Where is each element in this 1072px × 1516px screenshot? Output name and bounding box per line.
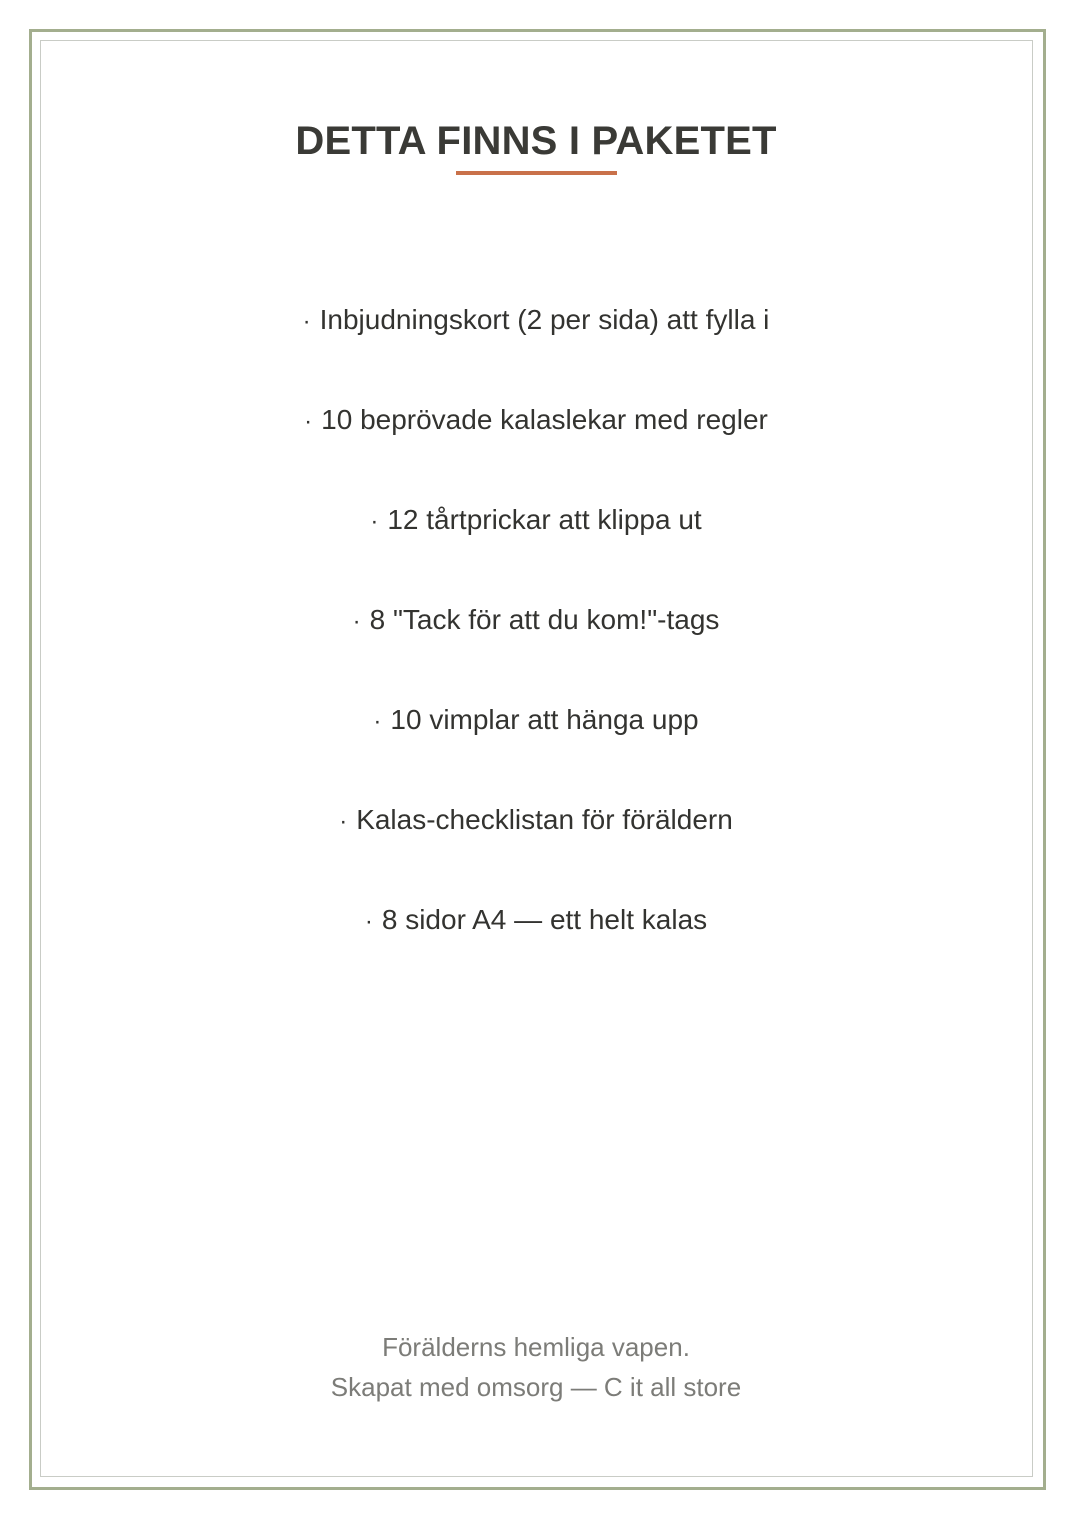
- list-item-text: 12 tårtprickar att klippa ut: [387, 504, 702, 535]
- bullet-icon: ·: [370, 508, 379, 535]
- bullet-icon: ·: [302, 308, 311, 335]
- bullet-icon: ·: [373, 708, 382, 735]
- bullet-icon: ·: [352, 608, 361, 635]
- bullet-icon: ·: [339, 808, 348, 835]
- package-contents-list: [0, 300, 1072, 1000]
- list-item: [0, 600, 1072, 700]
- list-item: [0, 500, 1072, 600]
- list-item-text: 8 "Tack för att du kom!"-tags: [369, 604, 720, 635]
- list-item-text: Kalas-checklistan för föräldern: [356, 804, 733, 835]
- footer-credit: Skapat med omsorg — C it all store: [330, 1372, 742, 1402]
- list-item-text: Inbjudningskort (2 per sida) att fylla i: [319, 304, 770, 335]
- list-item: [0, 400, 1072, 500]
- list-item: [0, 800, 1072, 900]
- list-item: [0, 900, 1072, 1000]
- list-item: [0, 700, 1072, 800]
- list-item-text: 10 vimplar att hänga upp: [390, 704, 699, 735]
- bullet-icon: ·: [364, 908, 373, 935]
- list-item: [0, 300, 1072, 400]
- bullet-icon: ·: [304, 408, 313, 435]
- footer: [0, 1327, 1072, 1407]
- title-underline: [456, 171, 617, 175]
- page-title: DETTA FINNS I PAKETET: [295, 119, 777, 163]
- list-item-text: 8 sidor A4 — ett helt kalas: [381, 904, 708, 935]
- footer-tagline: Förälderns hemliga vapen.: [382, 1332, 690, 1362]
- list-item-text: 10 beprövade kalaslekar med regler: [321, 404, 768, 435]
